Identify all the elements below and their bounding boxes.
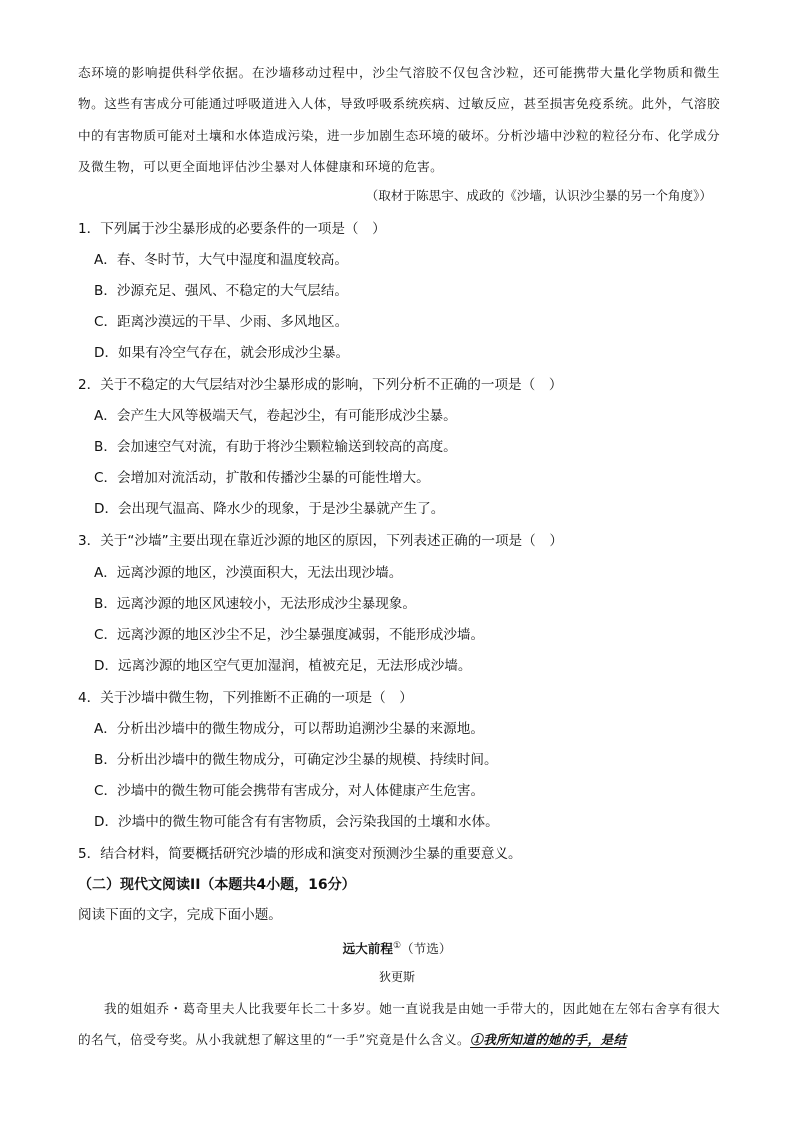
question-2-option-b: B．会加速空气对流，有助于将沙尘颗粒输送到较高的高度。	[94, 439, 457, 455]
question-3-option-d: D．远离沙源的地区空气更加湿润，植被充足，无法形成沙墙。	[94, 658, 472, 674]
question-2-option-c: C．会增加对流活动，扩散和传播沙尘暴的可能性增大。	[94, 470, 430, 486]
section-heading: （二）现代文阅读II（本题共4小题，16分）	[78, 877, 356, 893]
question-4-stem: 4．关于沙墙中微生物，下列推断不正确的一项是（ ）	[78, 690, 413, 706]
passage-source: （取材于陈思宇、成政的《沙墙，认识沙尘暴的另一个角度》）	[365, 188, 712, 203]
question-1-option-d: D．如果有冷空气存在，就会形成沙尘暴。	[94, 345, 350, 361]
question-1-option-b: B．沙源充足、强风、不稳定的大气层结。	[94, 283, 349, 299]
question-4-option-d: D．沙墙中的微生物可能含有有害物质，会污染我国的土壤和水体。	[94, 814, 499, 830]
question-4-option-b: B．分析出沙墙中的微生物成分，可确定沙尘暴的规模、持续时间。	[94, 752, 498, 768]
passage-paragraph: 态环境的影响提供科学依据。在沙墙移动过程中，沙尘气溶胶不仅包含沙粒，还可能携带大量化学物质和微生物。这些有害成分可能通过呼吸道进入人体，导致呼吸系统疾病、过敏反应，甚至损害免疫系统。此外，气溶胶中的有害物质可能对土壤和水体造成污染，进一步加剧生态环境的破坏。分析沙墙中沙粒的粒径分布、化学成分及微生物，可以更全面地评估沙尘暴对人体健康和环境的危害。	[78, 65, 720, 175]
question-1-stem: 1．下列属于沙尘暴形成的必要条件的一项是（ ）	[78, 221, 386, 237]
section-instruction: 阅读下面的文字，完成下面小题。	[78, 907, 282, 923]
question-4-option-c: C．沙墙中的微生物可能会携带有害成分，对人体健康产生危害。	[94, 783, 485, 799]
question-2-option-a: A．会产生大风等极端天气，卷起沙尘，有可能形成沙尘暴。	[94, 408, 457, 424]
story-paragraph	[78, 993, 720, 1056]
story-underlined-text: ①我所知道的她的手，是结	[470, 1032, 627, 1048]
question-5-stem: 5．结合材料，简要概括研究沙墙的形成和演变对预测沙尘暴的重要意义。	[78, 846, 522, 862]
passage-title-main: 远大前程	[342, 941, 393, 957]
question-1-option-c: C．距离沙漠远的干旱、少雨、多风地区。	[94, 314, 349, 330]
question-3-option-a: A．远离沙源的地区，沙漠面积大，无法出现沙墙。	[94, 565, 403, 581]
question-2-option-d: D．会出现气温高、降水少的现象，于是沙尘暴就产生了。	[94, 501, 445, 517]
question-1-option-a: A．春、冬时节，大气中湿度和温度较高。	[94, 252, 348, 268]
footnote-marker: ①	[392, 941, 402, 951]
question-3-option-b: B．远离沙源的地区风速较小，无法形成沙尘暴现象。	[94, 596, 416, 612]
question-4-option-a: A．分析出沙墙中的微生物成分，可以帮助追溯沙尘暴的来源地。	[94, 721, 484, 737]
question-3-stem: 3．关于“沙墙”主要出现在靠近沙源的地区的原因，下列表述正确的一项是（ ）	[78, 533, 563, 549]
passage-author: 狄更斯	[378, 970, 415, 984]
question-2-stem: 2．关于不稳定的大气层结对沙尘暴形成的影响，下列分析不正确的一项是（ ）	[78, 377, 563, 393]
question-3-option-c: C．远离沙源的地区沙尘不足，沙尘暴强度减弱，不能形成沙墙。	[94, 627, 485, 643]
passage-title-suffix: （节选）	[401, 941, 452, 957]
passage-title	[0, 936, 794, 959]
story-text: 我的姐姐乔・葛奇里夫人比我要年长二十多岁。她一直说我是由她一手带大的，因此她在左邻右舍享有很大的名气，倍受夸奖。从小我就想了解这里的“一手”究竟是什么含义。	[78, 1001, 720, 1048]
